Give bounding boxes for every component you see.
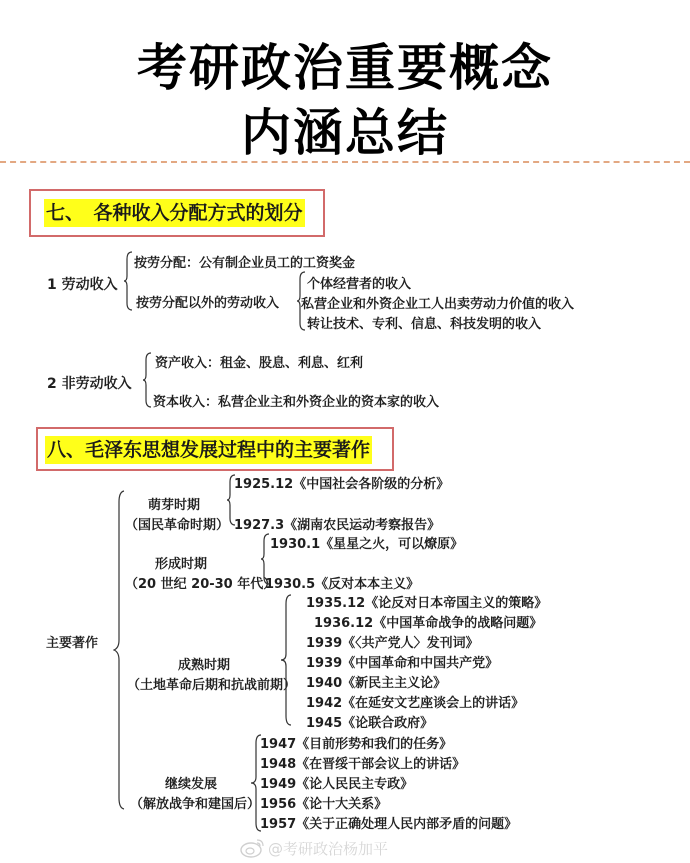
work-item: 1939《〈共产党人〉发刊词》 bbox=[306, 636, 479, 651]
page-title-line1: 考研政治重要概念 bbox=[137, 39, 553, 97]
period-name: 形成时期 bbox=[155, 557, 208, 572]
work-item: 1925.12《中国社会各阶级的分析》 bbox=[234, 477, 450, 492]
work-item: 1930.5《反对本本主义》 bbox=[265, 577, 420, 592]
work-item: 1948《在晋绥干部会议上的讲话》 bbox=[260, 757, 466, 772]
work-item: 1939《中国革命和中国共产党》 bbox=[306, 656, 499, 671]
brace-period-3 bbox=[280, 594, 292, 726]
period-name: 继续发展 bbox=[165, 777, 218, 792]
work-item: 1930.1《星星之火，可以燎原》 bbox=[270, 537, 464, 552]
non-labor-distribution-label: 按劳分配以外的劳动收入 bbox=[136, 296, 280, 311]
labor-income-label: 1 劳动收入 bbox=[47, 277, 118, 293]
section8-heading: 八、毛泽东思想发展过程中的主要著作 bbox=[45, 436, 372, 464]
period-sub: （国民革命时期） bbox=[125, 518, 230, 533]
work-item: 1949《论人民民主专政》 bbox=[260, 777, 414, 792]
work-item: 1945《论联合政府》 bbox=[306, 716, 434, 731]
brace-main-works bbox=[113, 490, 125, 810]
non-labor-income-label: 2 非劳动收入 bbox=[47, 376, 132, 392]
work-item: 1936.12《中国革命战争的战略问题》 bbox=[314, 616, 543, 631]
main-works-label: 主要著作 bbox=[46, 636, 99, 651]
capital-income: 资本收入：私营企业主和外资企业的资本家的收入 bbox=[153, 395, 440, 410]
watermark-text: @考研政治杨加平 bbox=[268, 840, 389, 858]
work-item: 1927.3《湖南农民运动考察报告》 bbox=[234, 518, 441, 533]
income-item: 转让技术、专利、信息、科技发明的收入 bbox=[307, 317, 542, 332]
work-item: 1957《关于正确处理人民内部矛盾的问题》 bbox=[260, 817, 518, 832]
period-sub: （20 世纪 20-30 年代） bbox=[125, 577, 277, 592]
asset-income: 资产收入：租金、股息、利息、红利 bbox=[155, 356, 364, 371]
section7-heading: 七、 各种收入分配方式的划分 bbox=[44, 199, 305, 227]
work-item: 1940《新民主主义论》 bbox=[306, 676, 447, 691]
work-item: 1947《目前形势和我们的任务》 bbox=[260, 737, 453, 752]
period-sub: （解放战争和建国后） bbox=[130, 797, 261, 812]
period-name: 成熟时期 bbox=[178, 658, 231, 673]
work-item: 1942《在延安文艺座谈会上的讲话》 bbox=[306, 696, 525, 711]
income-item: 私营企业和外资企业工人出卖劳动力价值的收入 bbox=[301, 297, 575, 312]
brace-labor-income bbox=[123, 251, 133, 311]
page-title-line2: 内涵总结 bbox=[241, 104, 449, 162]
work-item: 1935.12《论反对日本帝国主义的策略》 bbox=[306, 596, 548, 611]
period-name: 萌芽时期 bbox=[148, 498, 201, 513]
by-labor-distribution: 按劳分配：公有制企业员工的工资奖金 bbox=[134, 256, 356, 271]
brace-non-labor-income bbox=[142, 352, 152, 408]
work-item: 1956《论十大关系》 bbox=[260, 797, 388, 812]
period-sub: （土地革命后期和抗战前期） bbox=[127, 678, 297, 693]
income-item: 个体经营者的收入 bbox=[307, 277, 412, 292]
weibo-icon bbox=[240, 837, 266, 863]
dashed-divider bbox=[0, 161, 690, 163]
